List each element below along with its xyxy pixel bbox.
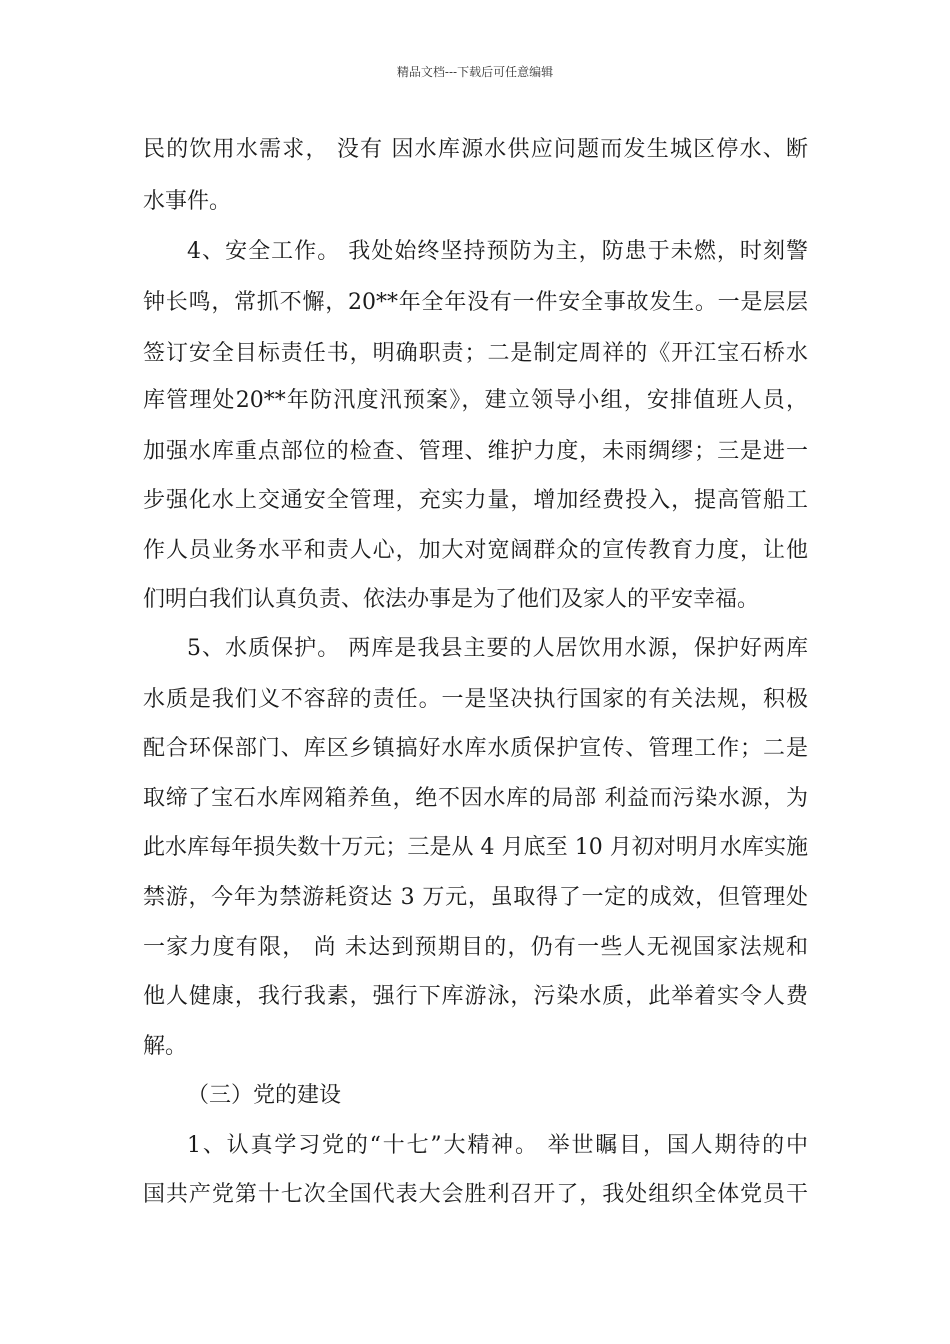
text-line: 1、认真学习党的“十七”大精神。 举世瞩目，国人期待的中 <box>187 1133 808 1158</box>
text-line: 5、水质保护。 两库是我县主要的人居饮用水源，保护好两库 <box>187 636 808 661</box>
text-line: 钟长鸣，常抓不懈，20**年全年没有一件安全事故发生。一是层层 <box>143 290 808 315</box>
text-line: 取缔了宝石水库网箱养鱼，绝不因水库的局部 利益而污染水源，为 <box>143 786 808 811</box>
text-line: 一家力度有限， 尚 未达到预期目的，仍有一些人无视国家法规和 <box>143 935 808 960</box>
text-line: 解。 <box>143 1034 188 1059</box>
text-line: 签订安全目标责任书，明确职责；二是制定周祥的《开江宝石桥水 <box>143 341 808 366</box>
text-line: 此水库每年损失数十万元；三是从 4 月底至 10 月初对明月水库实施 <box>143 835 808 860</box>
text-line: 库管理处20**年防汛度汛预案》，建立领导小组，安排值班人员， <box>143 388 808 413</box>
text-line: 水事件。 <box>143 189 232 214</box>
text-line: 步强化水上交通安全管理，充实力量，增加经费投入，提高管船工 <box>143 488 808 513</box>
text-line: 水质是我们义不容辞的责任。一是坚决执行国家的有关法规，积极 <box>143 687 808 712</box>
text-line: 们明白我们认真负责、依法办事是为了他们及家人的平安幸福。 <box>143 587 760 612</box>
section-heading: （三）党的建设 <box>187 1083 342 1108</box>
text-line: 国共产党第十七次全国代表大会胜利召开了，我处组织全体党员干 <box>143 1182 808 1207</box>
text-line: 作人员业务水平和责人心，加大对宽阔群众的宣传教育力度，让他 <box>143 538 808 563</box>
page-header: 精品文档---下载后可任意编辑 <box>396 65 554 79</box>
text-line: 禁游，今年为禁游耗资达 3 万元，虽取得了一定的成效，但管理处 <box>143 885 808 910</box>
text-line: 4、安全工作。 我处始终坚持预防为主，防患于未燃，时刻警 <box>187 239 808 264</box>
text-line: 配合环保部门、库区乡镇搞好水库水质保护宣传、管理工作；二是 <box>143 736 808 761</box>
text-line: 他人健康，我行我素，强行下库游泳，污染水质，此举着实令人费 <box>143 984 808 1009</box>
text-line: 民的饮用水需求， 没有 因水库源水供应问题而发生城区停水、断 <box>143 137 808 162</box>
text-line: 加强水库重点部位的检查、管理、维护力度，未雨绸缪；三是进一 <box>143 439 808 464</box>
document-body <box>143 0 808 1344</box>
